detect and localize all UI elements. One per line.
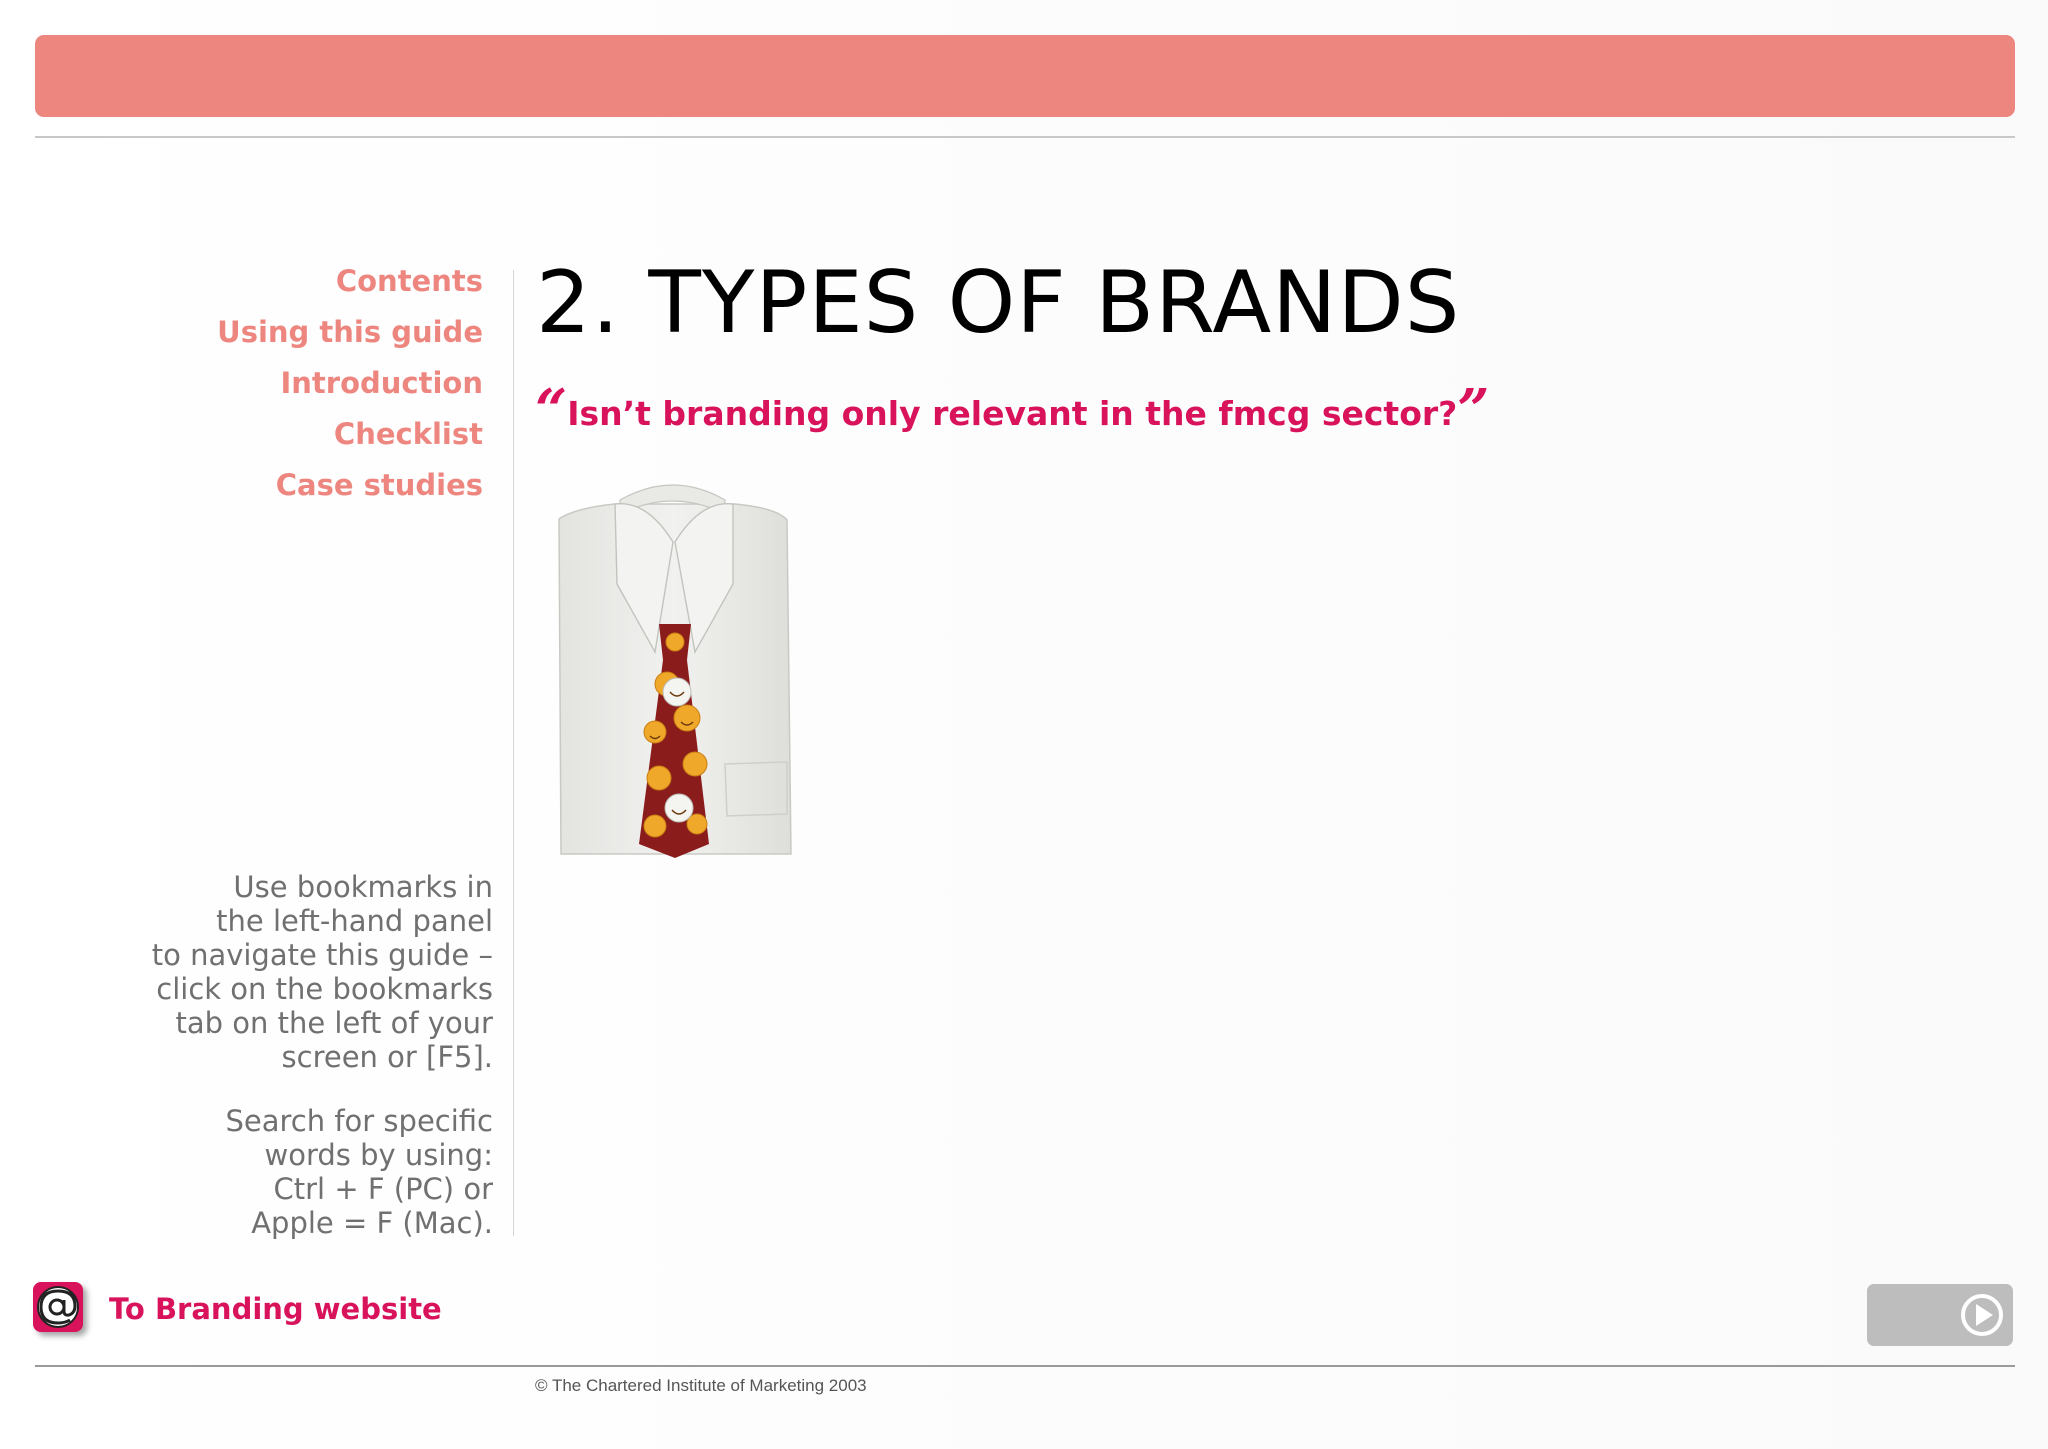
help-line: Apple = F (Mac). <box>251 1206 493 1240</box>
help-line: words by using: <box>264 1138 493 1172</box>
quote-text: Isn’t branding only relevant in the fmcg sector? <box>567 394 1458 433</box>
side-nav <box>120 262 483 517</box>
help-line: screen or [F5]. <box>281 1040 493 1074</box>
search-help-text <box>93 1104 493 1240</box>
help-line: Ctrl + F (PC) or <box>273 1172 493 1206</box>
open-quote-mark: “ <box>535 377 568 443</box>
vertical-divider <box>513 270 514 1236</box>
bookmarks-help-text <box>93 870 493 1074</box>
help-line: to navigate this guide – <box>151 938 493 972</box>
footer-divider <box>35 1365 2015 1367</box>
page-title: 2. TYPES OF BRANDS <box>536 253 1461 353</box>
copyright-notice: © The Chartered Institute of Marketing 2003 <box>535 1376 867 1395</box>
nav-contents[interactable]: Contents <box>335 264 483 298</box>
help-line: Use bookmarks in <box>233 870 493 904</box>
close-quote-mark: ” <box>1457 377 1490 443</box>
nav-using-this-guide[interactable]: Using this guide <box>217 315 483 349</box>
nav-case-studies[interactable]: Case studies <box>275 468 483 502</box>
shirt-tie-image <box>555 474 795 859</box>
at-sign-icon <box>33 1282 83 1332</box>
header-divider <box>35 136 2015 138</box>
nav-checklist[interactable]: Checklist <box>333 417 483 451</box>
help-line: the left-hand panel <box>216 904 493 938</box>
help-line: Search for specific <box>225 1104 493 1138</box>
help-line: tab on the left of your <box>175 1006 493 1040</box>
next-page-button[interactable] <box>1867 1284 2013 1346</box>
branding-website-label: To Branding website <box>109 1292 442 1326</box>
help-line: click on the bookmarks <box>156 972 493 1006</box>
header-bar <box>35 35 2015 117</box>
pull-quote <box>535 377 1490 444</box>
nav-introduction[interactable]: Introduction <box>280 366 483 400</box>
play-circle-icon <box>1959 1292 2005 1338</box>
